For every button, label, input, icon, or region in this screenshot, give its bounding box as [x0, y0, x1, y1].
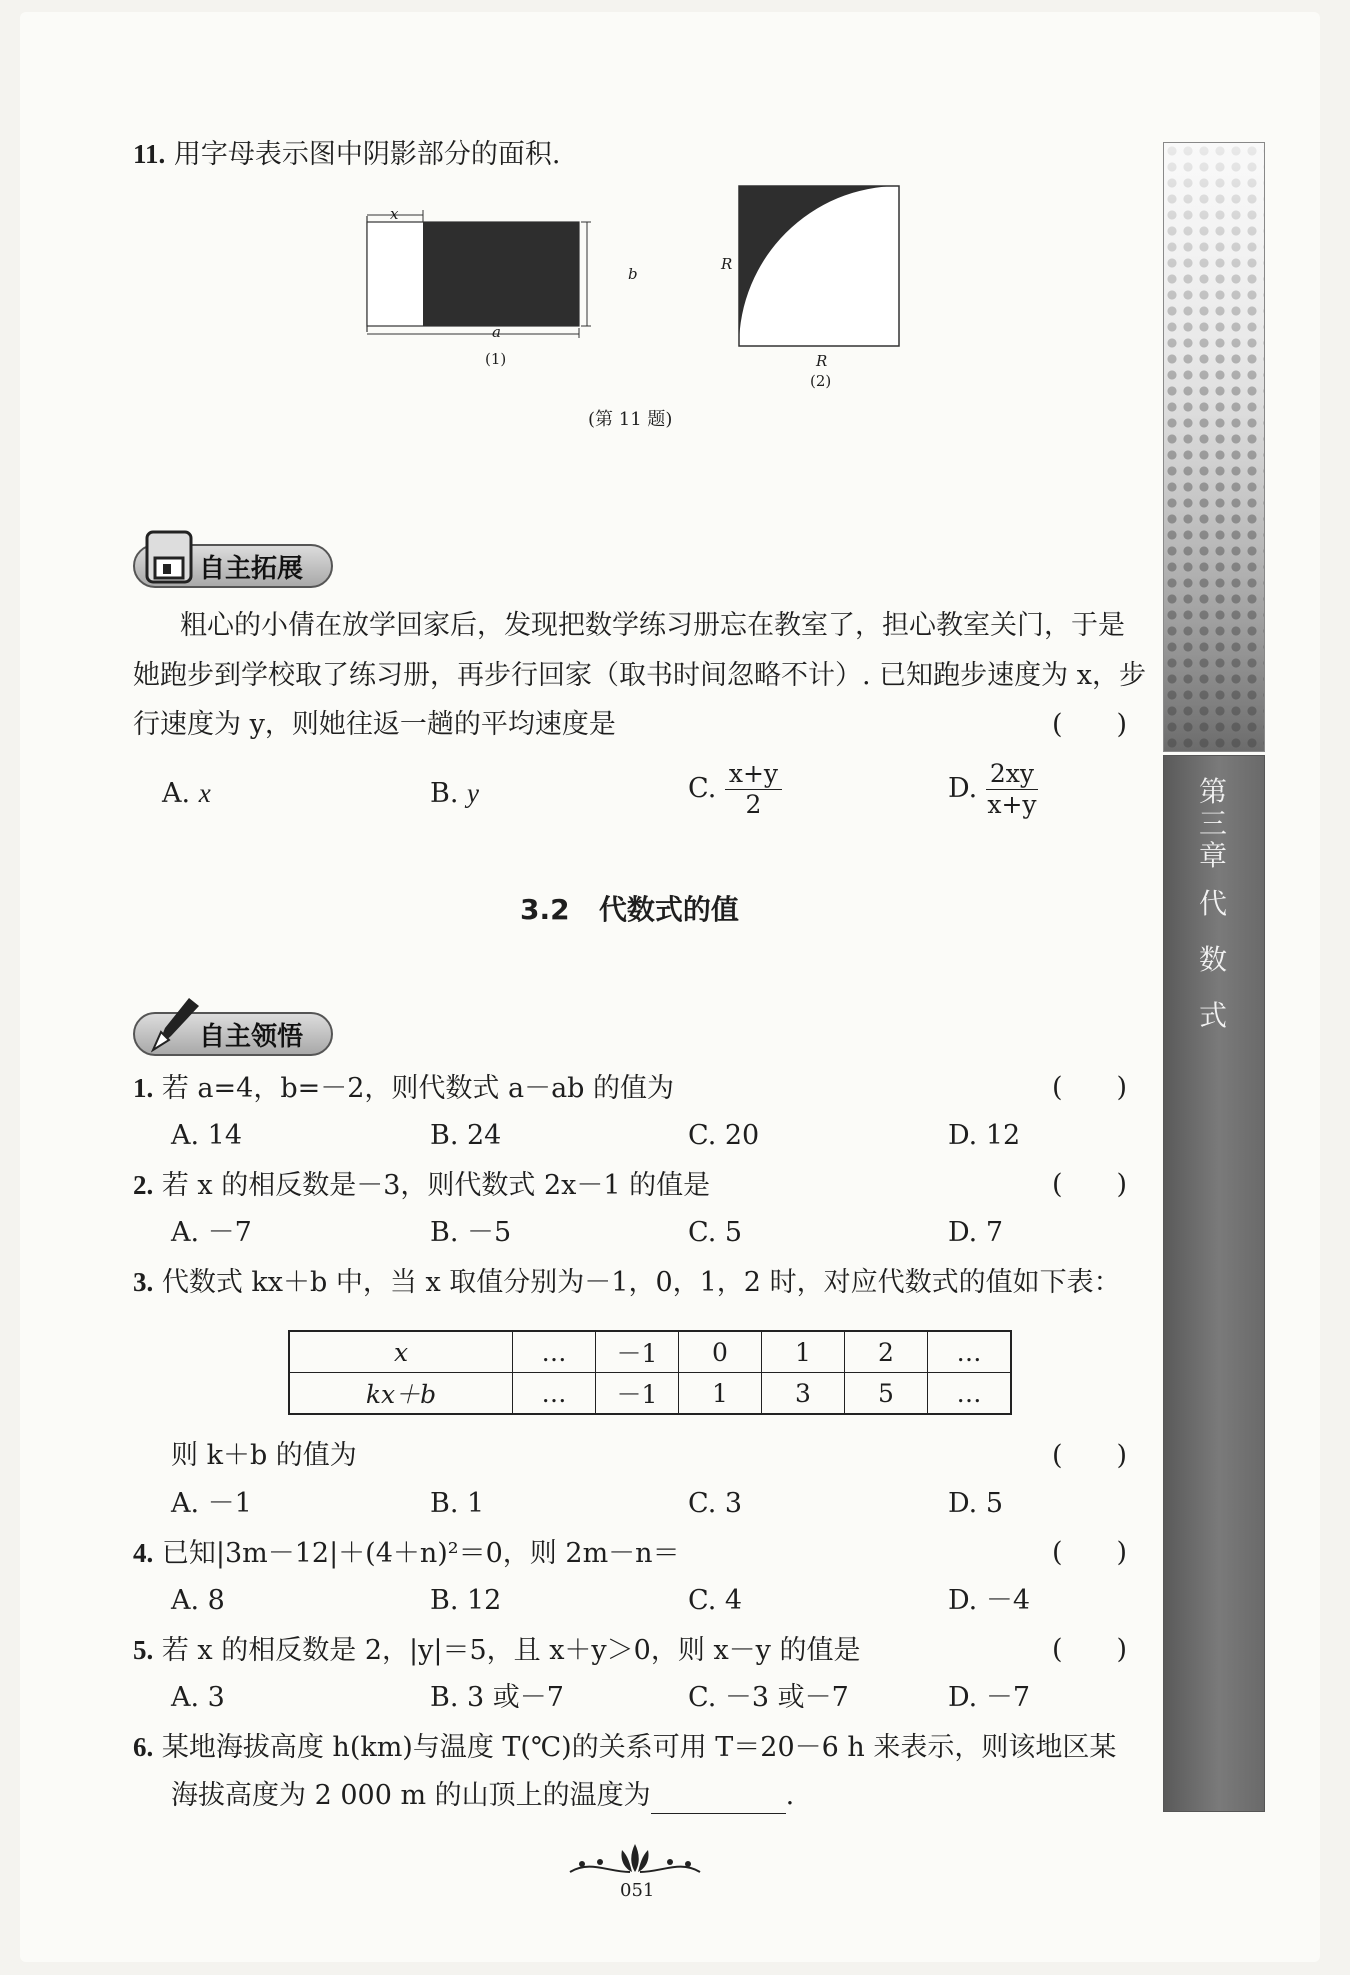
fig2-caption: (2) [810, 372, 832, 390]
answer-paren: ( ) [1052, 709, 1128, 740]
option-a: A. －7 [171, 1217, 252, 1248]
option-b: B. －5 [430, 1217, 512, 1248]
option-a: A. －1 [171, 1488, 252, 1519]
option-a: A. 14 [171, 1120, 243, 1151]
option-d: D. －7 [948, 1682, 1031, 1713]
question-number: 11. [133, 139, 166, 169]
question-2: 2. 若 x 的相反数是－3，则代数式 2x－1 的值是 [133, 1170, 711, 1201]
option-d: D. 12 [948, 1120, 1021, 1151]
option-a: A. 3 [171, 1682, 225, 1713]
page-number: 051 [620, 1880, 655, 1901]
answer-paren: ( ) [1052, 1440, 1128, 1471]
option-c: C. －3 或－7 [688, 1682, 849, 1713]
option-d: D. $\frac{2xy}{x+y}$ [948, 759, 1037, 819]
question-6-line-2: 海拔高度为 2 000 m 的山顶上的温度为 . [171, 1778, 794, 1814]
option-a: A. 8 [171, 1585, 225, 1616]
value-table [288, 1330, 1012, 1415]
option-b: B. 24 [430, 1120, 502, 1151]
chapter-char: 式 [1198, 999, 1227, 1032]
figure-11 [355, 178, 915, 428]
fraction: $\frac{x+y}{2}$ [725, 759, 782, 820]
section-heading: 3.2 代数式的值 [520, 893, 739, 926]
fig1-caption: (1) [485, 350, 507, 368]
option-c: C. 3 [688, 1488, 743, 1519]
figure-caption: (第 11 题) [588, 409, 673, 430]
option-d: D. －4 [948, 1585, 1031, 1616]
fraction: $\frac{2xy}{x+y}$ [987, 759, 1037, 819]
question-4: 4. 已知|3m－12|＋(4＋n)²＝0，则 2m－n＝ [133, 1538, 680, 1569]
option-d: D. 5 [948, 1488, 1004, 1519]
fig1-b-label: b [628, 265, 638, 283]
expansion-line-3: 行速度为 y，则她往返一趟的平均速度是 [133, 709, 616, 740]
question-6: 6. 某地海拔高度 h(km)与温度 T(℃)的关系可用 T＝20－6 h 来表示，则该地区某 [133, 1732, 1117, 1763]
floral-ornament-icon [560, 1838, 710, 1878]
shaded-rectangle [423, 222, 579, 326]
fountain-pen-icon [143, 992, 203, 1054]
option-b: B. y [430, 778, 480, 809]
fig1-a-label: a [492, 323, 501, 341]
table-row: kx＋b … －1 1 3 5 … [289, 1373, 1011, 1415]
option-b: B. 12 [430, 1585, 502, 1616]
option-b: B. 1 [430, 1488, 485, 1519]
answer-blank[interactable] [651, 1783, 786, 1814]
expansion-line-1: 粗心的小倩在放学回家后，发现把数学练习册忘在教室了，担心教室关门，于是 [180, 610, 1125, 641]
badge-label: 自主领悟 [199, 1022, 304, 1052]
option-a: A. x [162, 778, 211, 809]
question-5: 5. 若 x 的相反数是 2，|y|＝5，且 x＋y＞0，则 x－y 的值是 [133, 1635, 861, 1666]
section-badge-expansion [133, 544, 333, 588]
question-3-prompt: 则 k＋b 的值为 [171, 1440, 357, 1471]
question-3: 3. 代数式 kx＋b 中，当 x 取值分别为－1，0，1，2 时，对应代数式的值如下表： [133, 1267, 1121, 1298]
expansion-line-2: 她跑步到学校取了练习册，再步行回家（取书时间忽略不计）. 已知跑步速度为 x，步 [133, 660, 1146, 691]
option-c: C. 4 [688, 1585, 743, 1616]
floppy-disk-icon [143, 528, 195, 586]
fig2-r-bottom-label: R [816, 352, 828, 370]
option-c: C. 5 [688, 1217, 743, 1248]
answer-paren: ( ) [1052, 1169, 1128, 1200]
answer-paren: ( ) [1052, 1634, 1128, 1665]
option-d: D. 7 [948, 1217, 1004, 1248]
chapter-char: 章 [1198, 839, 1227, 872]
chapter-char: 第 [1198, 775, 1227, 808]
figure-1 [367, 210, 591, 338]
section-badge-comprehension [133, 1012, 333, 1056]
chapter-char: 三 [1198, 807, 1227, 840]
side-band-decoration [1163, 142, 1265, 752]
option-c: C. $\frac{x+y}{2}$ [688, 759, 782, 820]
question-1: 1. 若 a=4，b=－2，则代数式 a－ab 的值为 [133, 1073, 675, 1104]
fig1-x-label: x [390, 205, 399, 223]
answer-paren: ( ) [1052, 1537, 1128, 1568]
option-c: C. 20 [688, 1120, 760, 1151]
chapter-char: 数 [1198, 943, 1227, 976]
badge-label: 自主拓展 [199, 554, 304, 584]
chapter-char: 代 [1198, 887, 1227, 920]
answer-paren: ( ) [1052, 1072, 1128, 1103]
table-row: x … －1 0 1 2 … [289, 1331, 1011, 1373]
fig2-r-left-label: R [721, 255, 733, 273]
figure-2 [739, 186, 899, 346]
option-b: B. 3 或－7 [430, 1682, 564, 1713]
question-text: 用字母表示图中阴影部分的面积. [173, 139, 561, 170]
question-11 [133, 136, 560, 173]
